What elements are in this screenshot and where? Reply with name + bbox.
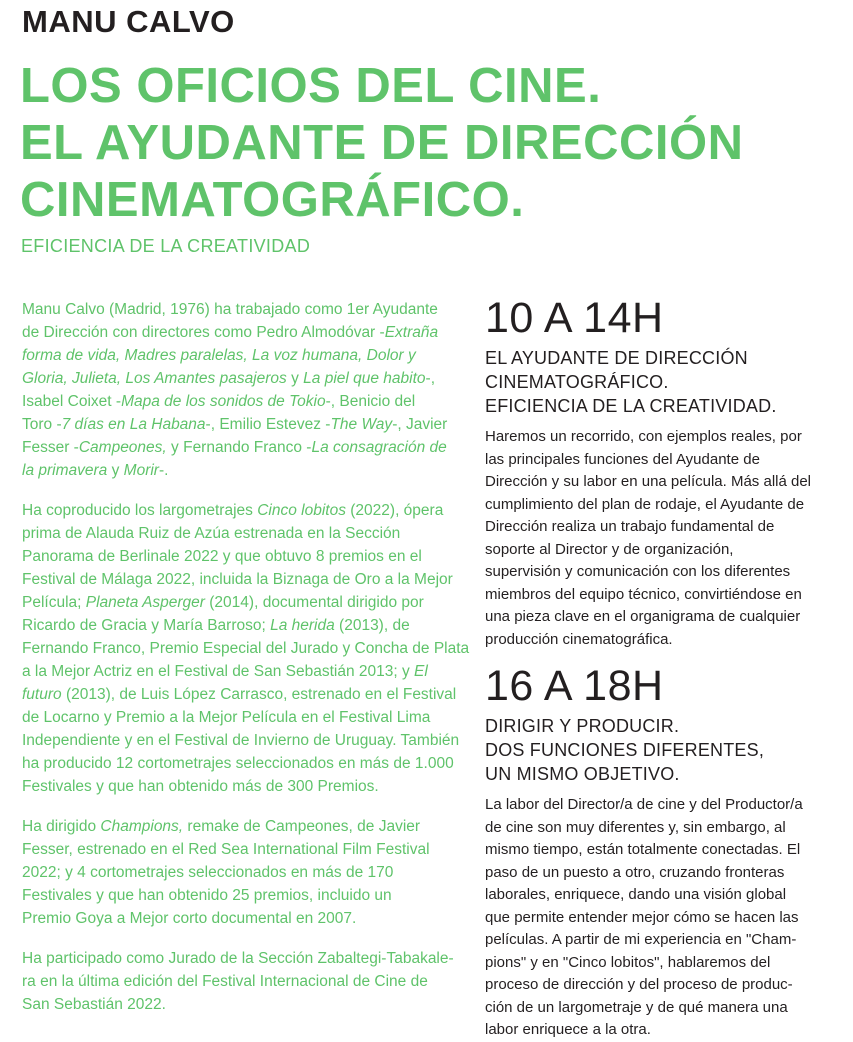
- session-title-line: DOS FUNCIONES DIFERENTES,: [485, 740, 765, 760]
- bio-text: -.: [158, 462, 169, 479]
- session-title-line: EFICIENCIA DE LA CREATIVIDAD.: [485, 396, 777, 416]
- description-line: cumplimiento del plan de rodaje, el Ayudante de: [485, 495, 805, 513]
- session-title-line: CINEMATOGRÁFICO.: [485, 372, 669, 392]
- bio-line: Festivales y que han obtenido 25 premios, incluido un: [22, 887, 392, 904]
- bio-line: [22, 390, 442, 413]
- page-title: [20, 58, 744, 229]
- session-time: 16 A 18H: [485, 662, 664, 710]
- description-line: laborales, enriquece, dando una visión global: [485, 886, 787, 903]
- film-title: Mapa de los sonidos de Tokio: [121, 393, 326, 410]
- description-line: Haremos un recorrido, con ejemplos reales, por: [485, 428, 802, 445]
- bio-line: [22, 413, 448, 436]
- film-title: 7 días en La Habana: [61, 416, 206, 433]
- session-title: [485, 714, 830, 786]
- session-title-line: DIRIGIR Y PRODUCIR.: [485, 716, 680, 736]
- bio-line: Independiente y en el Festival de Invierno de Uruguay. También: [22, 732, 460, 749]
- film-title: Planeta Asperger: [85, 594, 205, 611]
- bio-line: Ha participado como Jurado de la Sección Zabaltegi-Tabakale-: [22, 950, 454, 967]
- session-time: 10 A 14H: [485, 294, 664, 342]
- bio-text: (2013), de: [334, 617, 410, 634]
- bio-line: Fernando Franco, Premio Especial del Jurado y Concha de Plata: [22, 640, 470, 657]
- bio-text: de Dirección con directores como Pedro Almodóvar -: [22, 324, 385, 341]
- bio-text: Toro -: [22, 416, 62, 433]
- description-line: La labor del Director/a de cine y del Productor/a: [485, 796, 803, 813]
- session-description: [485, 426, 830, 651]
- description-line: supervisión y comunicación con los diferentes: [485, 563, 791, 580]
- bio-line: ra en la última edición del Festival Internacional de Cine de: [22, 973, 428, 990]
- bio-text: Ha dirigido: [22, 818, 101, 835]
- description-line: paso de un puesto a otro, cruzando fronteras: [485, 863, 785, 881]
- film-title: La consagración de: [311, 439, 447, 456]
- description-line: de cine son muy diferentes y, sin embargo, al: [485, 818, 786, 836]
- bio-line: Festivales y que han obtenido más de 300 Premios.: [22, 778, 379, 795]
- bio-text: a la Mejor Actriz en el Festival de San Sebastián 2013; y: [22, 663, 415, 680]
- bio-line: [22, 321, 442, 344]
- film-title: Cinco lobitos: [257, 502, 346, 519]
- description-line: las principales funciones del Ayudante de: [485, 450, 760, 468]
- bio-paragraph: [22, 947, 454, 1016]
- description-line: soporte al Director y de organización,: [485, 540, 734, 558]
- film-title: forma de vida, Madres paralelas, La voz humana, Dolor y: [22, 347, 416, 364]
- bio-line: Fesser, estrenado en el Red Sea International Film Festival: [22, 841, 430, 858]
- bio-text: Isabel Coixet -: [22, 393, 122, 410]
- bio-text: y: [286, 370, 304, 387]
- bio-line: [22, 436, 447, 459]
- bio-line: ha producido 12 cortometrajes seleccionados en más de 1.000: [22, 755, 454, 772]
- title-line: EL AYUDANTE DE DIRECCIÓN: [20, 116, 744, 170]
- bio-text: Ha coproducido los largometrajes: [22, 502, 258, 519]
- bio-line: [22, 344, 442, 367]
- bio-line: de Locarno y Premio a la Mejor Película en el Festival Lima: [22, 709, 431, 726]
- bio-text: Película;: [22, 594, 86, 611]
- bio-line: Panorama de Berlinale 2022 y que obtuvo 8 premios en el: [22, 548, 422, 565]
- film-title: La herida: [270, 617, 335, 634]
- bio-text: Fesser -: [22, 439, 79, 456]
- bio-line: [22, 614, 442, 637]
- title-line: CINEMATOGRÁFICO.: [20, 173, 525, 227]
- film-title: Morir: [123, 462, 159, 479]
- description-line: labor enriquece a la otra.: [485, 1021, 651, 1038]
- bio-paragraph: [22, 815, 442, 930]
- description-line: Dirección realiza un trabajo fundamental de: [485, 518, 775, 535]
- description-line: ción de un largometraje y de qué manera una: [485, 998, 788, 1016]
- description-line: películas. A partir de mi experiencia en "Cham-: [485, 931, 797, 948]
- bio-line: [22, 815, 442, 838]
- bio-line: [22, 660, 442, 683]
- bio-text: -,: [425, 370, 436, 387]
- bio-line: San Sebastián 2022.: [22, 996, 166, 1013]
- bio-line: 2022; y 4 cortometrajes seleccionados en más de 170: [22, 864, 394, 881]
- film-title: El: [414, 663, 428, 680]
- bio-text: Ricardo de Gracia y María Barroso;: [22, 617, 271, 634]
- description-line: miembros del equipo técnico, convirtiéndose en: [485, 585, 802, 603]
- title-line: LOS OFICIOS DEL CINE.: [20, 59, 602, 113]
- bio-text: y Fernando Franco -: [166, 439, 312, 456]
- film-title: futuro: [22, 686, 62, 703]
- description-line: pions" y en "Cinco lobitos", hablaremos del: [485, 953, 771, 971]
- description-line: mismo tiempo, están totalmente conectadas. El: [485, 841, 801, 858]
- film-title: Gloria, Julieta, Los Amantes pasajeros: [22, 370, 287, 387]
- film-title: Extraña: [384, 324, 439, 341]
- film-title: la primavera: [22, 462, 108, 479]
- bio-line: [22, 683, 457, 706]
- author-name: MANU CALVO: [22, 4, 235, 39]
- description-line: una pieza clave en el organigrama de cualquier: [485, 608, 801, 625]
- description-line: que permite entender mejor cómo se hacen las: [485, 908, 799, 926]
- session-afternoon: [485, 664, 830, 1042]
- session-description: [485, 794, 830, 1042]
- bio-line: [22, 591, 442, 614]
- bio-line: [22, 367, 442, 390]
- session-title: [485, 346, 830, 418]
- bio-line: prima de Alauda Ruiz de Azúa estrenada en la Sección: [22, 525, 401, 542]
- bio-line: [22, 499, 442, 522]
- film-title: Champions,: [100, 818, 184, 835]
- bio-text: -, Benicio del: [325, 393, 416, 410]
- biography: [22, 298, 470, 1033]
- bio-line: Manu Calvo (Madrid, 1976) ha trabajado como 1er Ayudante: [22, 301, 438, 318]
- session-title-line: EL AYUDANTE DE DIRECCIÓN: [485, 348, 748, 368]
- session-title-line: UN MISMO OBJETIVO.: [485, 764, 680, 784]
- bio-paragraph: [22, 499, 470, 798]
- bio-text: (2013), de Luis López Carrasco, estrenado en el Festival: [61, 686, 457, 703]
- film-title: The Way: [330, 416, 393, 433]
- bio-text: -, Javier: [392, 416, 448, 433]
- bio-text: y: [107, 462, 124, 479]
- subtitle: EFICIENCIA DE LA CREATIVIDAD: [21, 236, 311, 256]
- session-morning: [485, 296, 830, 651]
- bio-text: -, Emilio Estevez -: [205, 416, 331, 433]
- film-title: Campeones,: [78, 439, 167, 456]
- bio-paragraph: [22, 298, 448, 482]
- film-title: La piel que habito: [303, 370, 426, 387]
- description-line: Dirección y su labor en una película. Más allá del: [485, 473, 812, 490]
- bio-text: (2022), ópera: [345, 502, 444, 519]
- bio-line: [22, 459, 442, 482]
- bio-text: (2014), documental dirigido por: [204, 594, 424, 611]
- bio-line: Festival de Málaga 2022, incluida la Biznaga de Oro a la Mejor: [22, 571, 453, 588]
- description-line: proceso de dirección y del proceso de produc-: [485, 976, 793, 993]
- description-line: producción cinematográfica.: [485, 630, 673, 648]
- bio-text: remake de Campeones, de Javier: [183, 818, 421, 835]
- bio-line: Premio Goya a Mejor corto documental en 2007.: [22, 910, 357, 927]
